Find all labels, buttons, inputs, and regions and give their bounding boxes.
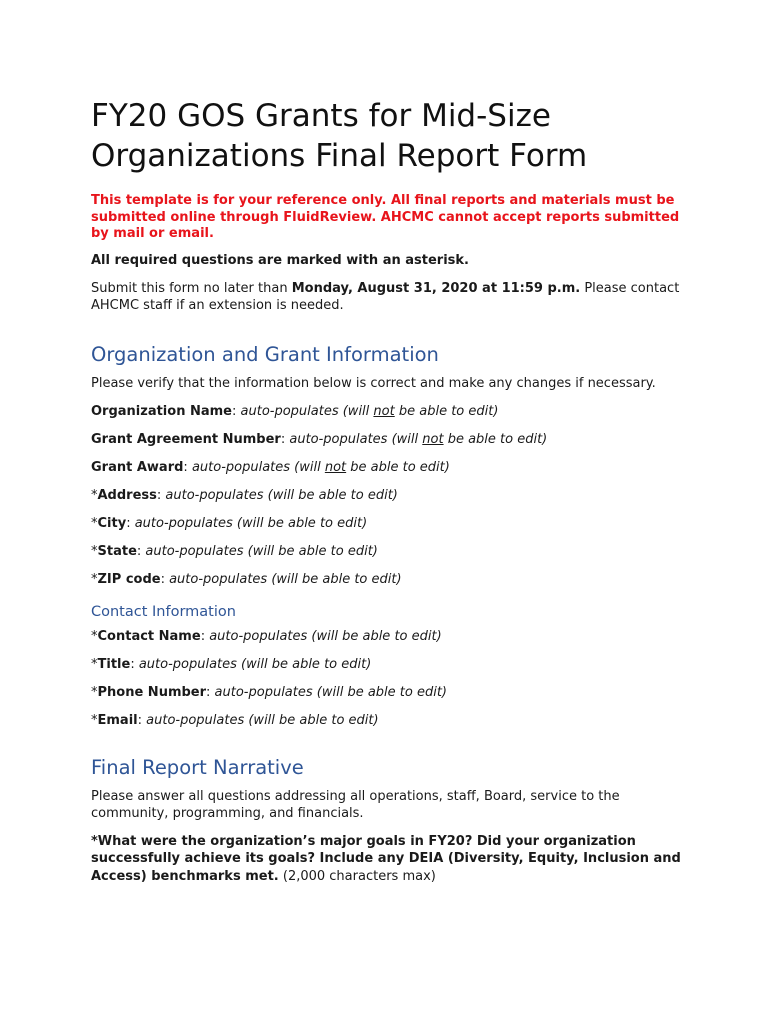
field-value: auto-populates (will	[191, 459, 325, 475]
field-prefix: *	[91, 515, 98, 531]
field-title: *Title: auto-populates (will be able to edit)	[91, 656, 372, 672]
field-label: Email	[97, 712, 138, 728]
document-title	[91, 96, 691, 176]
deadline-date: Monday, August 31, 2020 at 11:59 p.m.	[291, 280, 581, 296]
field-value: auto-populates (will be able to edit)	[138, 656, 372, 672]
field-emphasis: not	[373, 403, 395, 419]
contact-fields	[91, 628, 691, 729]
field-label: Contact Name	[97, 628, 201, 644]
field-state: *State: auto-populates (will be able to edit)	[91, 543, 378, 559]
field-email: *Email: auto-populates (will be able to edit)	[91, 712, 379, 728]
field-value: auto-populates (will be able to edit)	[169, 571, 402, 587]
field-value: auto-populates (will be able to edit)	[214, 684, 447, 700]
field-label: Organization Name	[91, 403, 232, 419]
field-label: Grant Agreement Number	[91, 431, 281, 447]
field-value: auto-populates (will be able to edit)	[146, 712, 379, 728]
field-grant-award: Grant Award: auto-populates (will not be able to edit)	[91, 459, 450, 475]
field-prefix: *	[91, 656, 98, 672]
field-label: Phone Number	[97, 684, 207, 700]
org-section-heading: Organization and Grant Information	[91, 342, 439, 366]
title-line-1: FY20 GOS Grants for Mid-Size	[91, 98, 551, 134]
org-fields	[91, 403, 691, 588]
field-city: *City: auto-populates (will be able to edit)	[91, 515, 368, 531]
field-label: City	[97, 515, 127, 531]
narrative-section-heading: Final Report Narrative	[91, 755, 304, 779]
field-label: ZIP code	[97, 571, 161, 587]
field-label: Address	[97, 487, 157, 503]
required-note: All required questions are marked with an asterisk.	[91, 252, 469, 268]
field-prefix: *	[91, 628, 98, 644]
field-prefix: *	[91, 571, 98, 587]
field-label: Grant Award	[91, 459, 184, 475]
field-value-end: be able to edit)	[346, 459, 450, 475]
contact-section-heading: Contact Information	[91, 603, 236, 620]
field-contact-name: *Contact Name: auto-populates (will be able to edit)	[91, 628, 442, 644]
field-address: *Address: auto-populates (will be able to edit)	[91, 487, 398, 503]
field-prefix: *	[91, 487, 98, 503]
field-value: auto-populates (will be able to edit)	[165, 487, 398, 503]
field-value: auto-populates (will	[240, 403, 374, 419]
field-emphasis: not	[422, 431, 444, 447]
deadline-after: Please contact AHCMC staff if an extension is needed.	[91, 280, 680, 313]
field-value: auto-populates (will be able to edit)	[134, 515, 368, 531]
field-value: auto-populates (will be able to edit)	[145, 543, 378, 559]
field-value-end: be able to edit)	[443, 431, 548, 447]
field-value-end: be able to edit)	[394, 403, 499, 419]
title-line-2: Organizations Final Report Form	[91, 138, 588, 174]
field-prefix: *	[91, 684, 98, 700]
field-zip-code: *ZIP code: auto-populates (will be able to edit)	[91, 571, 402, 587]
narrative-question-goals	[91, 833, 691, 886]
org-section-intro: Please verify that the information below is correct and make any changes if necessary.	[91, 375, 656, 391]
field-grant-agreement-number: Grant Agreement Number: auto-populates (will not be able to edit)	[91, 431, 548, 447]
narrative-intro: Please answer all questions addressing all operations, staff, Board, service to the community, programming, and financials.	[91, 788, 620, 821]
field-value: auto-populates (will	[289, 431, 423, 447]
field-organization-name: Organization Name: auto-populates (will not be able to edit)	[91, 403, 499, 419]
deadline-paragraph	[91, 280, 691, 314]
field-label: State	[97, 543, 137, 559]
field-emphasis: not	[324, 459, 347, 475]
field-label: Title	[97, 656, 131, 672]
reference-notice: This template is for your reference only. All final reports and materials must be submitted online through FluidReview. AHCMC cannot accept reports submitted by mail or email.	[91, 193, 680, 241]
character-limit: (2,000 characters max)	[278, 868, 436, 884]
field-value: auto-populates (will be able to edit)	[209, 628, 442, 644]
field-prefix: *	[91, 712, 98, 728]
field-phone-number: *Phone Number: auto-populates (will be able to edit)	[91, 684, 447, 700]
field-prefix: *	[91, 543, 98, 559]
document-page	[91, 96, 691, 885]
question-text: *What were the organization’s major goals in FY20? Did your organization successfully achieve its goals? Include any DEIA (Diversity, Equity, Inclusion and Access) benchmarks met.	[91, 833, 681, 884]
deadline-before: Submit this form no later than	[91, 280, 292, 296]
